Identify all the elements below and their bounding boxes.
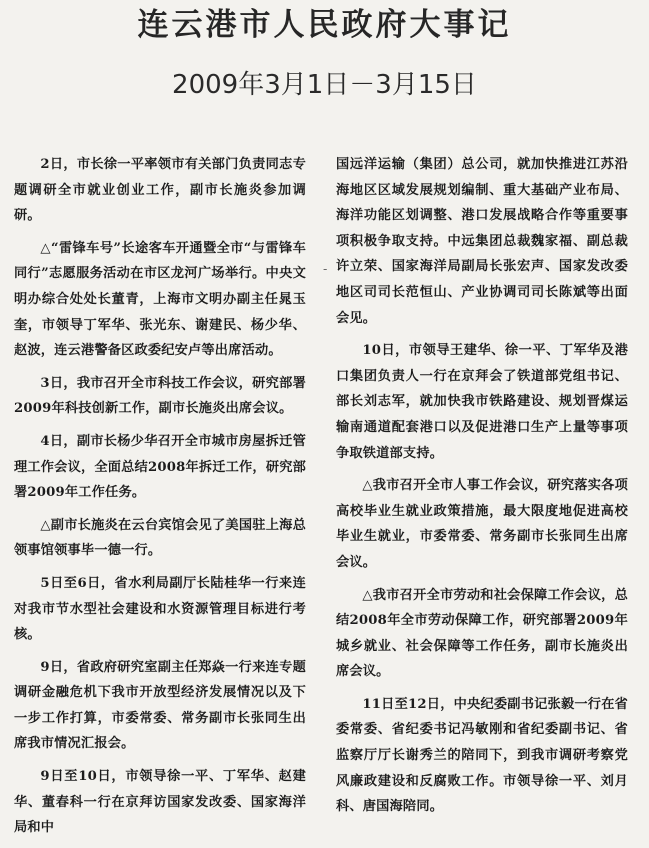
paragraph: △我市召开全市劳动和社会保障工作会议，总结2008年全市劳动保障工作，研究部署2009年城乡就业、社会保障等工作任务，副市长施炎出席会议。: [336, 587, 628, 680]
document-title: 连云港市人民政府大事记: [137, 7, 512, 43]
paragraph-continuation: 国远洋运输（集团）总公司，就加快推进江苏沿海地区区域发展规划编制、重大基础产业布局、海洋功能区划调整、港口发展战略合作等重要事项积极争取支持。中远集团总裁魏家福、副总裁许立荣、国家海洋局副局长张宏声、国家发改委地区司司长范恒山、产业协调司司长陈斌等出面会见。: [336, 157, 628, 326]
paragraph: 4日，副市长杨少华召开全市城市房屋拆迁管理工作会议，全面总结2008年拆迁工作，研究部署2009年工作任务。: [14, 433, 306, 501]
paragraph: 10日，市领导王建华、徐一平、丁军华及港口集团负责人一行在京拜会了铁道部党组书记、部长刘志军，就加快我市铁路建设、规划晋煤运输南通道配套港口以及促进港口生产上量等事项争取铁道部支持。: [336, 343, 628, 461]
date-range-subtitle: 2009年3月1日－3月15日: [172, 70, 477, 100]
paragraph: 11日至12日，中央纪委副书记张毅一行在省委常委、省纪委书记冯敏刚和省纪委副书记、省监察厅厅长谢秀兰的陪同下，到我市调研考察党风廉政建设和反腐败工作。市领导徐一平、刘月科、唐国海陪同。: [336, 696, 628, 815]
paragraph: 9日，省政府研究室副主任郑焱一行来连专题调研金融危机下我市开放型经济发展情况以及下一步工作打算，市委常委、常务副市长张同生出席我市情况汇报会。: [14, 659, 306, 752]
margin-marker: -: [323, 262, 328, 276]
right-column: [336, 152, 628, 827]
paragraph: △“雷锋车号”长途客车开通暨全市“与雷锋车同行”志愿服务活动在市区龙河广场举行。中央文明办综合处处长董青，上海市文明办副主任晁玉奎，市领导丁军华、张光东、谢建民、杨少华、赵波，连云港警备区政委纪安卢等出席活动。: [14, 240, 306, 359]
paragraph: 3日，我市召开全市科技工作会议，研究部署2009年科技创新工作，副市长施炎出席会议。: [14, 375, 306, 417]
paragraph: 9日至10日，市领导徐一平、丁军华、赵建华、董春科一行在京拜访国家发改委、国家海洋局和中: [14, 769, 306, 836]
paragraph: △副市长施炎在云台宾馆会见了美国驻上海总领事馆领事毕一德一行。: [14, 517, 306, 559]
paragraph: △我市召开全市人事工作会议，研究落实各项高校毕业生就业政策措施，最大限度地促进高校毕业生就业，市委常委、常务副市长张同生出席会议。: [336, 478, 628, 570]
paragraph: 5日至6日，省水利局副厅长陆桂华一行来连对我市节水型社会建设和水资源管理目标进行考核。: [14, 575, 306, 643]
paragraph: 2日，市长徐一平率领市有关部门负责同志专题调研全市就业创业工作，副市长施炎参加调研。: [14, 157, 306, 224]
left-column: [14, 152, 306, 848]
